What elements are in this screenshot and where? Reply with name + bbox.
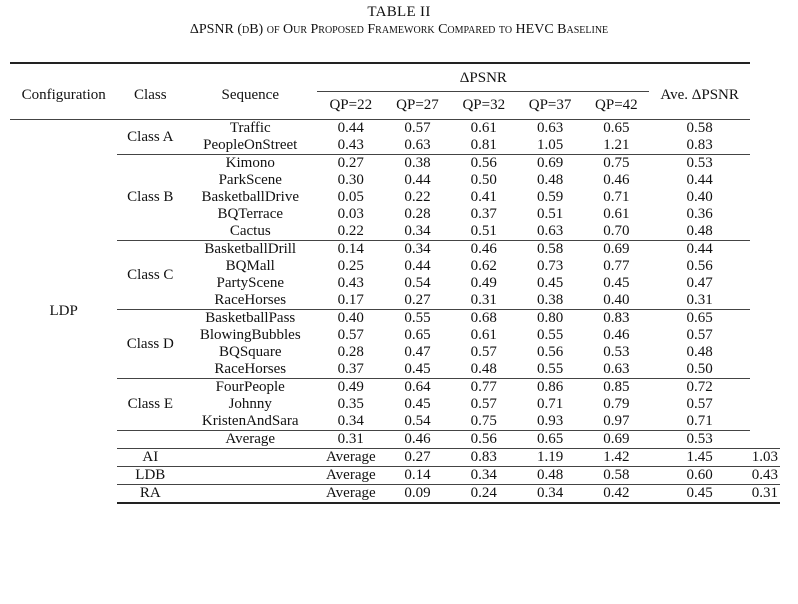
value-cell: 0.56 (536, 344, 564, 360)
value-cell: 0.58 (583, 467, 649, 485)
sequence-name: BlowingBubbles (199, 327, 301, 343)
value-cell: 0.61 (603, 206, 630, 222)
class-empty (183, 467, 317, 485)
value-cell: 0.44 (404, 172, 431, 188)
value-cell: 0.27 (317, 155, 384, 173)
average-cell: 0.43 (751, 467, 778, 483)
class-empty (183, 449, 317, 467)
value-cell: 0.25 (337, 258, 364, 274)
value-cell: 0.58 (517, 241, 583, 259)
sequence-name: PeopleOnStreet (203, 137, 298, 153)
value-cell: 0.46 (603, 172, 630, 188)
sequence-name: PartyScene (216, 275, 284, 291)
average-cell: 0.58 (649, 120, 749, 138)
value-cell: 0.50 (470, 172, 497, 188)
value-cell: 1.21 (603, 137, 630, 153)
value-cell: 0.59 (536, 189, 564, 205)
sequence-name: Average (183, 431, 317, 449)
value-cell: 0.68 (451, 310, 517, 328)
value-cell: 0.41 (470, 189, 497, 205)
value-cell: 0.31 (317, 431, 384, 449)
average-cell: 1.03 (751, 449, 778, 465)
class-a: Class A (117, 120, 183, 155)
ldp-body (10, 120, 780, 504)
sequence-name: Average (317, 449, 384, 467)
value-cell: 0.22 (404, 189, 431, 205)
sequence-name: BQMall (225, 258, 275, 274)
value-cell: 0.57 (384, 120, 450, 138)
average-cell: 0.83 (686, 137, 713, 153)
value-cell: 0.71 (536, 396, 564, 412)
table-label: TABLE II (367, 4, 431, 20)
table-row-ai (10, 449, 780, 467)
value-cell: 0.97 (603, 413, 630, 429)
average-cell: 0.36 (686, 206, 713, 222)
psnr-table (10, 62, 780, 504)
value-cell: 0.56 (451, 431, 517, 449)
value-cell: 0.60 (649, 467, 749, 485)
value-cell: 0.46 (603, 327, 630, 343)
table-row (10, 379, 780, 397)
value-cell: 0.30 (337, 172, 364, 188)
value-cell: 0.65 (583, 120, 649, 138)
table-row (10, 155, 780, 173)
value-cell: 0.70 (603, 223, 630, 239)
value-cell: 0.61 (470, 327, 497, 343)
value-cell: 0.57 (470, 396, 497, 412)
average-cell: 0.65 (649, 310, 749, 328)
class-empty (117, 431, 183, 449)
value-cell: 0.75 (583, 155, 649, 173)
header-dpsnr: ΔPSNR (317, 63, 649, 92)
header-qp42: QP=42 (595, 97, 638, 113)
value-cell: 0.63 (603, 361, 630, 377)
value-cell: 0.43 (337, 275, 364, 291)
average-cell: 0.47 (686, 275, 713, 291)
value-cell: 0.44 (404, 258, 431, 274)
value-cell: 0.57 (470, 344, 497, 360)
value-cell: 0.34 (384, 241, 450, 259)
table-row (10, 310, 780, 328)
value-cell: 0.54 (404, 275, 431, 291)
value-cell: 0.49 (317, 379, 384, 397)
config-ldp: LDP (10, 120, 117, 504)
header-qp37: QP=37 (528, 97, 572, 113)
value-cell: 0.42 (583, 485, 649, 504)
value-cell: 0.51 (536, 206, 564, 222)
average-cell: 0.48 (686, 344, 713, 360)
value-cell: 0.55 (536, 361, 564, 377)
value-cell: 0.79 (603, 396, 630, 412)
average-cell: 0.44 (686, 172, 713, 188)
value-cell: 0.81 (470, 137, 497, 153)
config-ra: RA (117, 485, 183, 504)
header-configuration: Configuration (10, 63, 117, 120)
value-cell: 0.45 (404, 361, 431, 377)
table-row (10, 241, 780, 259)
config-ai: AI (117, 449, 183, 467)
value-cell: 0.45 (536, 275, 564, 291)
sequence-name: Johnny (228, 396, 272, 412)
value-cell: 0.38 (536, 292, 564, 308)
config-ldb: LDB (117, 467, 183, 485)
sequence-name: Cactus (229, 223, 271, 239)
value-cell: 0.45 (404, 396, 431, 412)
sequence-name: BQTerrace (217, 206, 284, 222)
sequence-name: BasketballPass (183, 310, 317, 328)
value-cell: 0.53 (603, 344, 630, 360)
value-cell: 0.48 (470, 361, 497, 377)
value-cell: 0.27 (384, 449, 450, 467)
sequence-name: BQSquare (219, 344, 282, 360)
value-cell: 0.14 (317, 241, 384, 259)
value-cell: 0.80 (517, 310, 583, 328)
sequence-name: KristenAndSara (201, 413, 299, 429)
value-cell: 0.14 (384, 467, 450, 485)
value-cell: 0.83 (583, 310, 649, 328)
value-cell: 0.31 (470, 292, 497, 308)
value-cell: 0.47 (404, 344, 431, 360)
value-cell: 0.65 (517, 431, 583, 449)
table-row-ra (10, 485, 780, 504)
header-qp27: QP=27 (396, 97, 439, 113)
value-cell: 0.40 (603, 292, 630, 308)
table-title: ΔPSNR (dB) of Our Proposed Framework Compared to HEVC Baseline (189, 22, 609, 37)
header-qp32: QP=32 (462, 97, 506, 113)
value-cell: 0.83 (451, 449, 517, 467)
value-cell: 1.42 (583, 449, 649, 467)
value-cell: 0.48 (517, 467, 583, 485)
value-cell: 0.63 (517, 120, 583, 138)
header-class: Class (117, 63, 183, 120)
value-cell: 0.85 (583, 379, 649, 397)
header-qp22: QP=22 (329, 97, 373, 113)
value-cell: 0.71 (603, 189, 630, 205)
value-cell: 0.49 (470, 275, 497, 291)
value-cell: 0.44 (317, 120, 384, 138)
table-row (10, 120, 780, 138)
value-cell: 0.43 (337, 137, 364, 153)
average-cell: 0.56 (686, 258, 713, 274)
value-cell: 0.69 (583, 241, 649, 259)
sequence-name: Kimono (183, 155, 317, 173)
average-cell: 0.53 (649, 155, 749, 173)
class-d: Class D (117, 310, 183, 379)
sequence-name: Traffic (183, 120, 317, 138)
value-cell: 0.34 (517, 485, 583, 504)
value-cell: 0.56 (451, 155, 517, 173)
value-cell: 0.86 (517, 379, 583, 397)
average-cell: 0.71 (686, 413, 713, 429)
value-cell: 0.24 (451, 485, 517, 504)
sequence-name: BasketballDrill (183, 241, 317, 259)
value-cell: 0.48 (536, 172, 564, 188)
value-cell: 0.45 (603, 275, 630, 291)
sequence-name: ParkScene (218, 172, 282, 188)
table-row-average (10, 431, 780, 449)
value-cell: 1.19 (517, 449, 583, 467)
value-cell: 0.77 (451, 379, 517, 397)
value-cell: 0.62 (470, 258, 497, 274)
value-cell: 0.28 (404, 206, 431, 222)
value-cell: 0.61 (451, 120, 517, 138)
value-cell: 0.69 (517, 155, 583, 173)
table-row-ldb (10, 467, 780, 485)
value-cell: 0.55 (384, 310, 450, 328)
value-cell: 0.34 (337, 413, 364, 429)
average-cell: 0.72 (649, 379, 749, 397)
value-cell: 0.22 (337, 223, 364, 239)
value-cell: 0.63 (404, 137, 431, 153)
value-cell: 0.64 (384, 379, 450, 397)
value-cell: 0.27 (404, 292, 431, 308)
value-cell: 0.40 (317, 310, 384, 328)
average-cell: 0.53 (649, 431, 749, 449)
value-cell: 0.46 (384, 431, 450, 449)
value-cell: 0.45 (649, 485, 749, 504)
value-cell: 0.73 (536, 258, 564, 274)
average-cell: 0.40 (686, 189, 713, 205)
value-cell: 0.37 (470, 206, 497, 222)
sequence-name: FourPeople (183, 379, 317, 397)
value-cell: 0.51 (470, 223, 497, 239)
average-cell: 0.31 (686, 292, 713, 308)
value-cell: 0.34 (404, 223, 431, 239)
class-empty (183, 485, 317, 504)
average-cell: 0.57 (686, 327, 713, 343)
value-cell: 0.63 (536, 223, 564, 239)
value-cell: 0.37 (337, 361, 364, 377)
average-cell: 0.57 (686, 396, 713, 412)
value-cell: 0.46 (451, 241, 517, 259)
value-cell: 0.93 (536, 413, 564, 429)
value-cell: 0.28 (337, 344, 364, 360)
value-cell: 1.45 (649, 449, 749, 467)
average-cell: 0.31 (751, 485, 778, 501)
value-cell: 0.55 (536, 327, 564, 343)
class-e: Class E (117, 379, 183, 431)
average-cell: 0.48 (686, 223, 713, 239)
value-cell: 0.05 (337, 189, 364, 205)
value-cell: 0.35 (337, 396, 364, 412)
value-cell: 0.38 (384, 155, 450, 173)
value-cell: 0.77 (603, 258, 630, 274)
average-cell: 0.50 (686, 361, 713, 377)
sequence-name: Average (317, 467, 384, 485)
header-ave-dpsnr: Ave. ΔPSNR (649, 63, 749, 120)
value-cell: 1.05 (536, 137, 564, 153)
class-b: Class B (117, 155, 183, 241)
value-cell: 0.09 (384, 485, 450, 504)
sequence-name: RaceHorses (214, 361, 287, 377)
value-cell: 0.75 (470, 413, 497, 429)
header-sequence: Sequence (183, 63, 317, 120)
sequence-name: BasketballDrive (201, 189, 299, 205)
value-cell: 0.69 (583, 431, 649, 449)
value-cell: 0.54 (404, 413, 431, 429)
value-cell: 0.17 (337, 292, 364, 308)
value-cell: 0.03 (337, 206, 364, 222)
sequence-name: Average (317, 485, 384, 504)
sequence-name: RaceHorses (214, 292, 287, 308)
class-c: Class C (117, 241, 183, 310)
average-cell: 0.44 (649, 241, 749, 259)
value-cell: 0.34 (451, 467, 517, 485)
value-cell: 0.57 (337, 327, 364, 343)
value-cell: 0.65 (404, 327, 431, 343)
